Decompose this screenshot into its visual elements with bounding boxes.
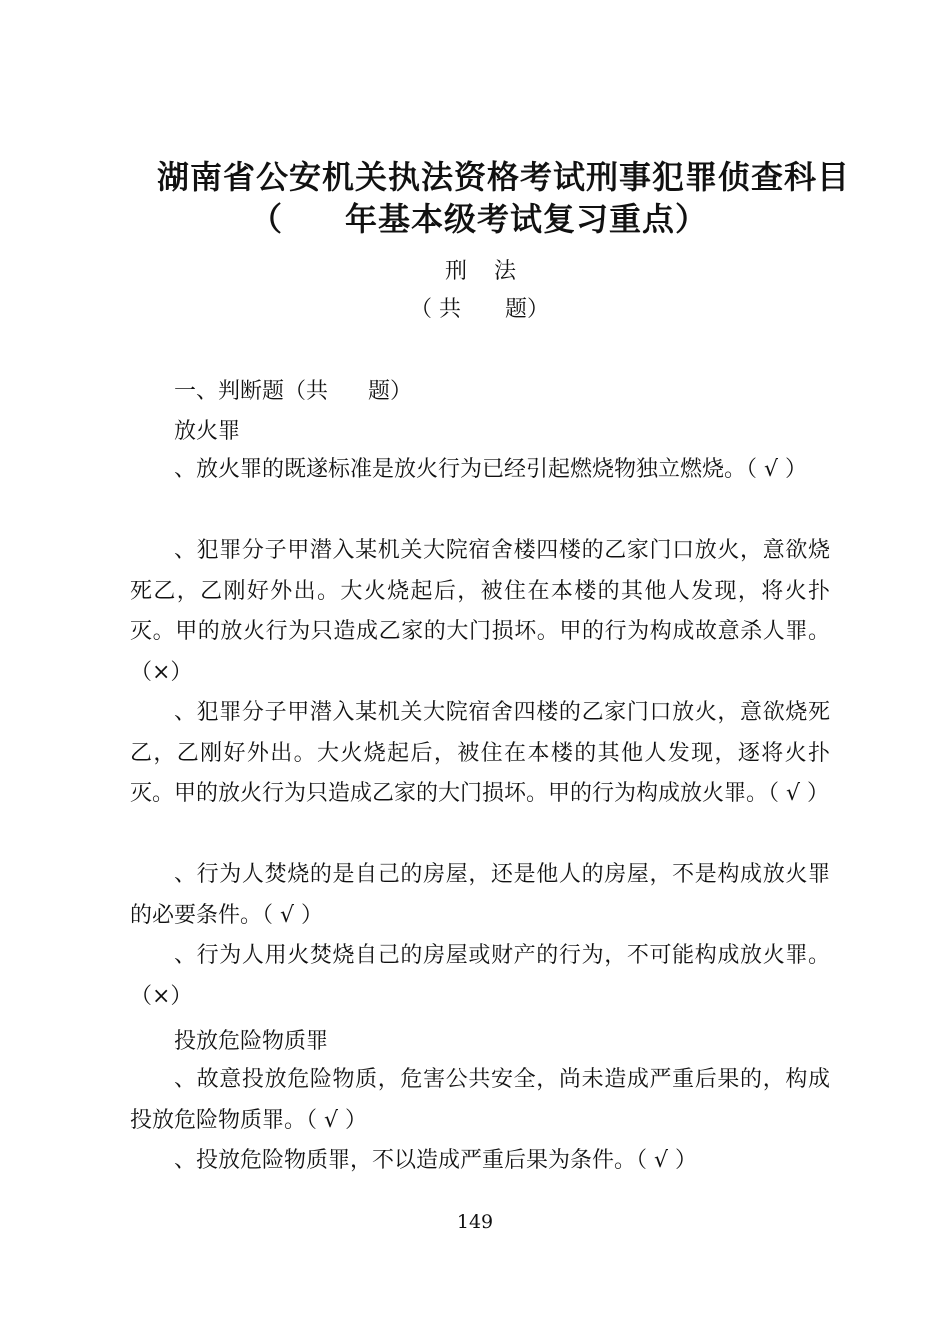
question-count-close: 题） <box>505 297 550 322</box>
question-item-6: 、故意投放危险物质，危害公共安全，尚未造成严重后果的，构成投放危险物质罪。（ √ ） <box>130 1067 830 1133</box>
title-line2-text: 年基本级考试复习重点） <box>345 200 709 238</box>
document-title-line1: 湖南省公安机关执法资格考试刑事犯罪侦查科目 <box>157 158 851 196</box>
question-item-3: 、犯罪分子甲潜入某机关大院宿舍四楼的乙家门口放火，意欲烧死乙，乙刚好外出。大火烧起后，被住在本楼的其他人发现，逐将火扑灭。甲的放火行为只造成乙家的大门损坏。甲的行为构成放火罪。（ √ ） <box>130 700 830 806</box>
subject-heading: 刑 法 <box>445 259 526 284</box>
question-item-2: 、犯罪分子甲潜入某机关大院宿舍楼四楼的乙家门口放火，意欲烧死乙，乙刚好外出。大火烧起后，被住在本楼的其他人发现，将火扑灭。甲的放火行为只造成乙家的大门损坏。甲的行为构成故意杀人罪。（×） <box>130 538 830 685</box>
question-item-1: 、放火罪的既遂标准是放火行为已经引起燃烧物独立燃烧。（ √ ） <box>174 457 808 482</box>
question-count <box>410 292 549 323</box>
question-item-5: 、行为人用火焚烧自己的房屋或财产的行为，不可能构成放火罪。（×） <box>130 943 830 1009</box>
question-count-open: （ 共 <box>410 297 461 322</box>
question-item-7: 、投放危险物质罪，不以造成严重后果为条件。（ √ ） <box>174 1148 698 1173</box>
question-item-4: 、行为人焚烧的是自己的房屋，还是他人的房屋，不是构成放火罪的必要条件。（ √ ） <box>130 862 830 928</box>
section-heading-prefix: 一、判断题（共 <box>174 379 329 404</box>
subsection-dangerous-substances: 投放危险物质罪 <box>174 1029 329 1054</box>
subsection-arson: 放火罪 <box>174 419 241 444</box>
section-heading <box>174 374 412 405</box>
section-heading-suffix: 题） <box>368 379 413 404</box>
page-number: 149 <box>456 1211 494 1233</box>
title-open-paren: （ <box>250 200 284 238</box>
